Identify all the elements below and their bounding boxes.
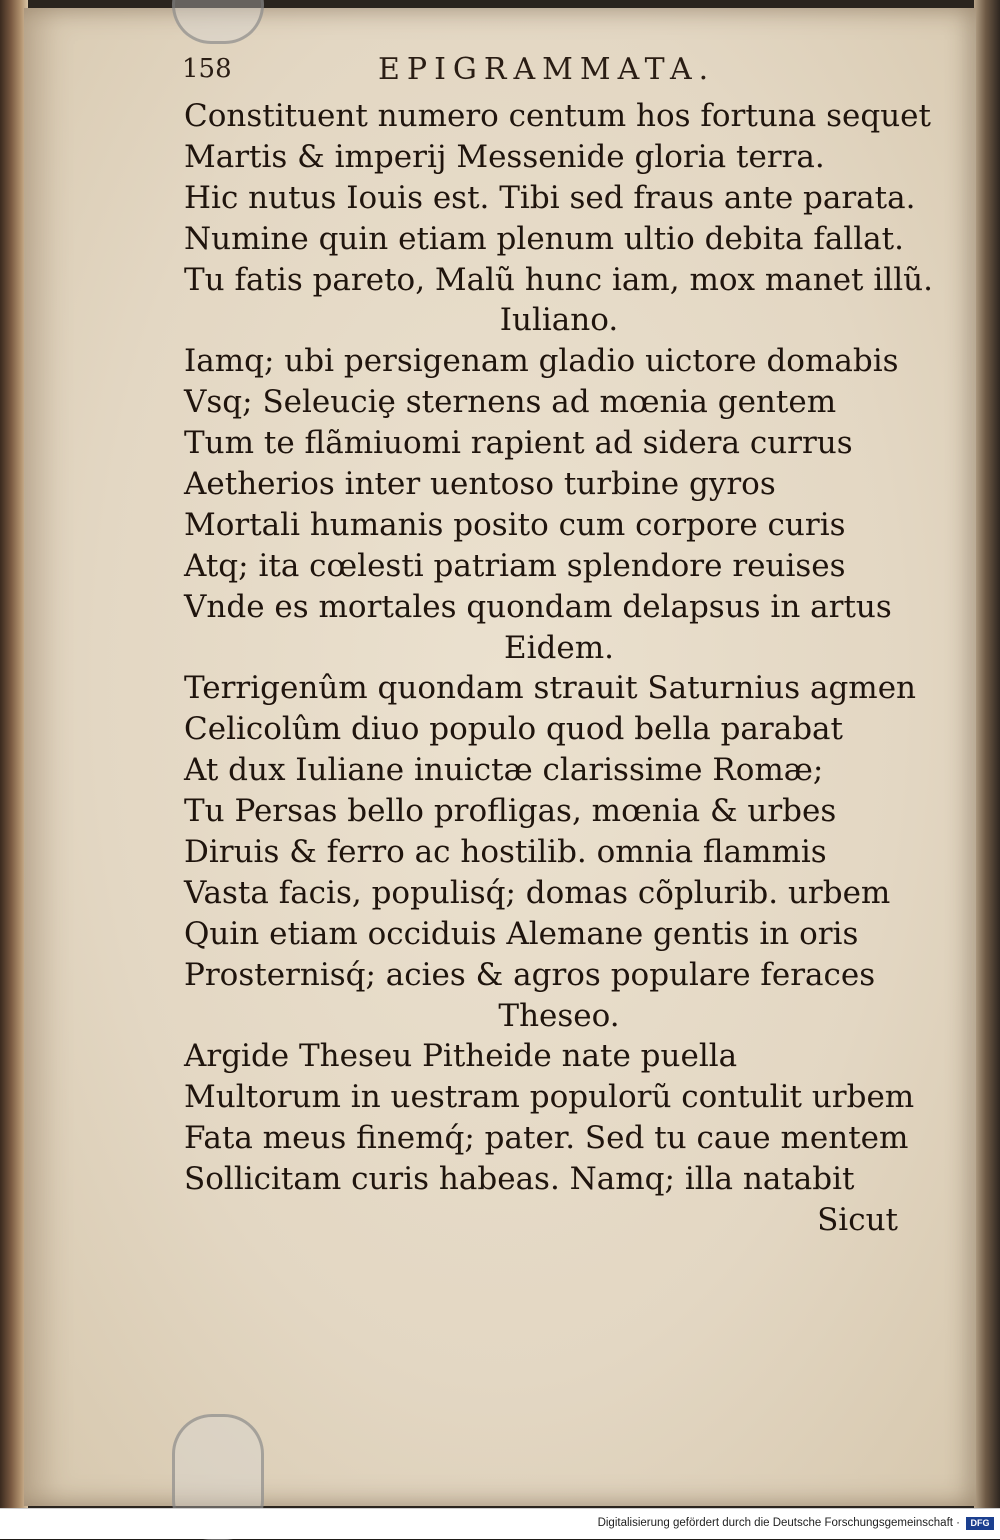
- text-line: Vnde es mortales quondam delapsus in artus: [184, 588, 892, 625]
- dfg-logo: DFG: [966, 1517, 994, 1530]
- running-title: EPIGRAMMATA.: [378, 52, 716, 87]
- text-line: Vasta facis, populisq́; domas cõplurib. urbem: [184, 874, 891, 911]
- catchword: Sicut: [817, 1202, 898, 1239]
- text-line: Prosternisq́; acies & agros populare feraces: [184, 956, 876, 993]
- text-line: At dux Iuliane inuictæ clarissime Romæ;: [184, 752, 824, 789]
- text-line: Aetherios inter uentoso turbine gyros: [184, 466, 776, 503]
- text-line: Terrigenûm quondam strauit Saturnius agmen: [184, 670, 917, 707]
- text-line: Martis & imperij Messenide gloria terra.: [184, 138, 825, 175]
- page-header: [182, 52, 762, 92]
- book-fore-edge: [974, 0, 1000, 1508]
- page-number: 158: [182, 54, 232, 84]
- page-text: [184, 96, 933, 1241]
- text-line: Fata meus finemq́; pater. Sed tu caue mentem: [184, 1120, 909, 1157]
- text-line: Sollicitam curis habeas. Namq; illa natabit: [184, 1161, 855, 1198]
- poem-heading: Theseo.: [498, 997, 620, 1034]
- text-line: Tu Persas bello profligas, mœnia & urbes: [184, 793, 837, 830]
- text-line: Quin etiam occiduis Alemane gentis in oris: [184, 915, 859, 952]
- poem-heading: Eidem.: [504, 629, 614, 666]
- funding-credit: Digitalisierung gefördert durch die Deutsche Forschungsgemeinschaft ·: [597, 1517, 960, 1529]
- digitization-footer: [0, 1508, 1000, 1539]
- text-line: Iamq; ubi persigenam gladio uictore domabis: [184, 343, 899, 380]
- text-line: Celicolûm diuo populo quod bella parabat: [184, 711, 843, 748]
- text-line: Hic nutus Iouis est. Tibi sed fraus ante parata.: [184, 179, 916, 216]
- text-line: Multorum in uestram populorũ contulit urbem: [184, 1079, 915, 1116]
- text-line: Vsq; Seleuciȩ sternens ad mœnia gentem: [184, 384, 837, 421]
- text-line: Mortali humanis posito cum corpore curis: [184, 506, 846, 543]
- text-line: Argide Theseu Pitheide nate puella: [184, 1038, 738, 1075]
- text-line: Numine quin etiam plenum ultio debita fallat.: [184, 220, 904, 257]
- poem-heading: Iuliano.: [499, 302, 619, 339]
- text-line: Diruis & ferro ac hostilib. omnia flammis: [184, 834, 827, 871]
- text-line: Tum te flãmiuomi rapient ad sidera currus: [184, 425, 853, 462]
- text-line: Atq; ita cœlesti patriam splendore reuises: [184, 547, 846, 584]
- text-line: Tu fatis pareto, Malũ hunc iam, mox manet illũ.: [184, 261, 933, 298]
- text-line: Constituent numero centum hos fortuna sequet: [184, 98, 931, 134]
